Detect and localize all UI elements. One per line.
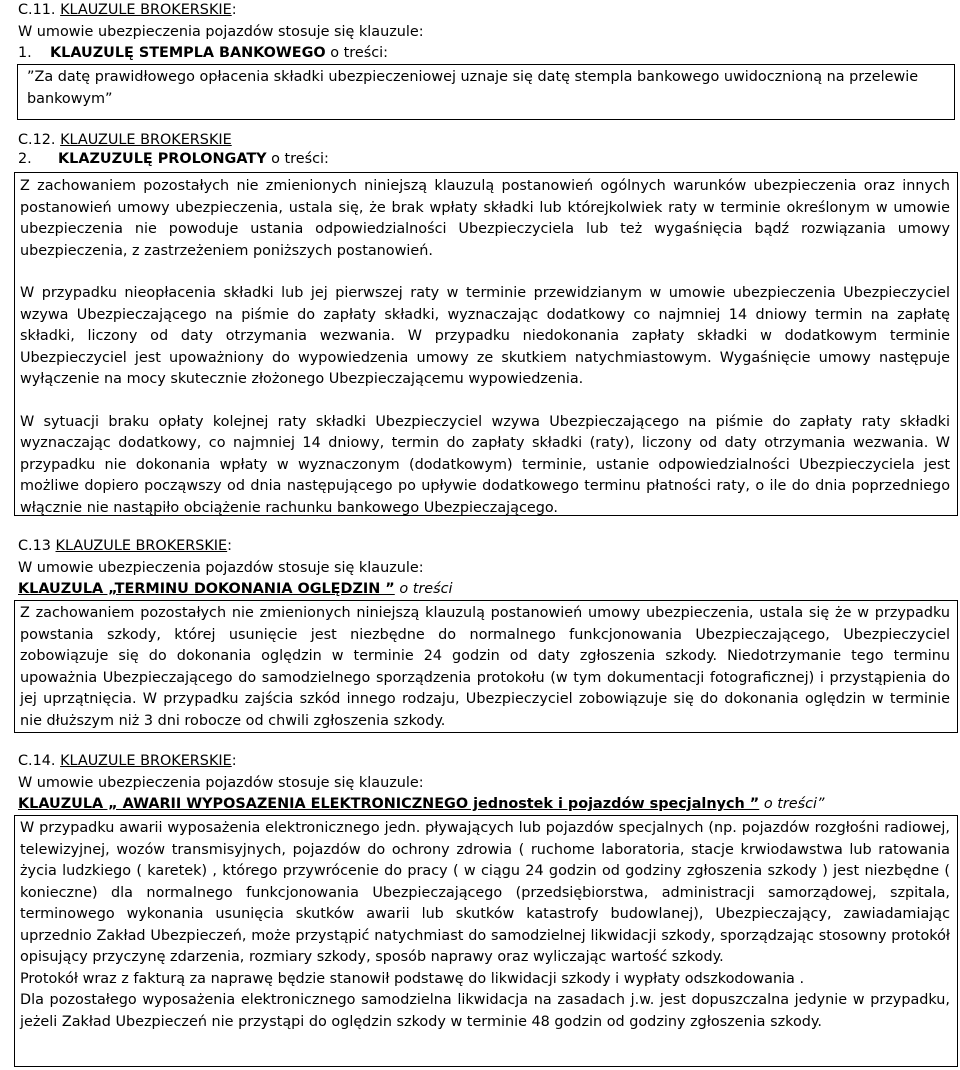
brokers-clauses-link[interactable]: KLAUZULE BROKERSKIE	[55, 538, 228, 554]
brokers-clauses-link[interactable]: KLAUZULE BROKERSKIE	[60, 2, 232, 18]
clause-suffix: o treści:	[271, 150, 329, 167]
clause-paragraph-3: Dla pozostałego wyposażenia elektronicznego samodzielna likwidacja na zasadach j.w. jest dopuszczalna jedynie w przypadku, jeżeli Zakład Ubezpieczeń nie przystąpi do oględzin szkody w terminie 48 godzin od godziny zgłoszenia szkody.	[20, 992, 950, 1030]
clause-paragraph-3: W sytuacji braku opłaty kolejnej raty składki Ubezpieczyciel wzywa Ubezpieczającego na piśmie do zapłaty raty składki wyznaczając dodatkowy, co najmniej 14 dniowy, termin do zapłaty składki (raty), liczony od daty otrzymania wezwania. W przypadku nie dokonania wpłaty w wyznaczonym (dodatkowym) terminie, ustanie odpowiedzialności Ubezpieczyciela jest możliwe dopiero począwszy od dnia następującego po upływie dodatkowego terminu płatności raty, o ile do dnia poprzedniego włącznie nie nastąpiło obciążenie rachunku bankowego Ubezpieczającego.	[20, 413, 950, 516]
clause-paragraph-1: W przypadku awarii wyposażenia elektronicznego jedn. pływających lub pojazdów specjalnych (np. pojazdów rozgłośni radiowej, telewizyjnej, wozów transmisyjnych, pojazdów do ochrony zdrowia ( ruchome laboratoria, stacje krwiodawstwa lub ratowania życia ludzkiego ( karetek) , którego przywrócenie do pracy ( w ciągu 24 godzin od godziny zgłoszenia szkody ) jest niezbędne ( konieczne) dla normalnego funkcjonowania Ubezpieczającego (przedsiębiorstwa, administracji samorządowej, szpitala, terminowego wykonania usunięcia skutków awarii lub skutków katastrofy budowlanej), Ubezpieczający, zawiadamiając uprzednio Zakład Ubezpieczeń, może przystąpić natychmiast do samodzielnej likwidacji szkody, sporządzając stosowny protokół opisujący przyczynę zdarzenia, rozmiary szkody, sposób naprawy oraz wyliczając wartość szkody.	[20, 820, 950, 965]
section-heading: C.14. KLAUZULE BROKERSKIE:	[18, 753, 237, 769]
section-intro: W umowie ubezpieczenia pojazdów stosuje się klauzule:	[18, 774, 424, 791]
section-c12	[18, 130, 958, 170]
section-heading: C.13 KLAUZULE BROKERSKIE:	[18, 538, 232, 554]
clause-title-line	[18, 149, 958, 171]
clause-suffix: o treści	[399, 581, 453, 597]
clause-title-line	[18, 794, 958, 816]
clause-box-c11	[17, 64, 955, 120]
clause-suffix: o treści:	[330, 45, 388, 61]
section-number: C.11.	[18, 2, 56, 18]
section-number: C.12.	[18, 132, 56, 148]
section-heading: C.11. KLAUZULE BROKERSKIE:	[18, 2, 237, 18]
clause-box-c13	[14, 600, 958, 733]
section-c13	[18, 536, 958, 601]
brokers-clauses-link[interactable]: KLAUZULE BROKERSKIE	[60, 753, 232, 769]
section-intro: W umowie ubezpieczenia pojazdów stosuje się klauzule:	[18, 559, 424, 576]
clause-suffix: o treści”	[763, 796, 825, 812]
clause-paragraph-1: Z zachowaniem pozostałych nie zmienionych niniejszą klauzulą postanowień ogólnych warunków ubezpieczenia oraz innych postanowień umowy ubezpieczenia, ustala się, że brak wpłaty składki lub którejkolwiek raty w terminie określonym w umowie ubezpieczenia nie powoduje ustania odpowiedzialności Ubezpieczyciela lub też wygaśnięcia bądź rozwiązania umowy ubezpieczenia, z zastrzeżeniem poniższych postanowień.	[20, 178, 950, 259]
clause-body: Z zachowaniem pozostałych nie zmienionych niniejszą klauzulą postanowień umowy ubezpieczenia, ustala się że w przypadku powstania szkody, której usunięcie jest niezbędne do normalnego funkcjonowania Ubezpieczającego, Ubezpieczyciel zobowiązuje się do dokonania oględzin w terminie 24 godzin od daty zgłoszenia szkody. Niedotrzymanie tego terminu upoważnia Ubezpieczającego do samodzielnego sporządzenia protokołu (w tym dokumentacji fotograficznej) i przystąpienia do jej uprzątnięcia. W przypadku zajścia szkód innego rodzaju, Ubezpieczyciel zobowiązuje się do dokonania oględzin w terminie nie dłuższym niż 3 dni robocze od chwili zgłoszenia szkody.	[20, 605, 950, 729]
clause-box-c14	[14, 815, 958, 1067]
section-c14	[18, 751, 958, 816]
clause-title: KLAUZULĘ STEMPLA BANKOWEGO	[50, 45, 326, 61]
brokers-clauses-link[interactable]: KLAUZULE BROKERSKIE	[60, 132, 232, 148]
item-number: 2.	[18, 150, 32, 167]
section-c11	[18, 0, 958, 65]
clause-title: KLAUZULA „TERMINU DOKONANIA OGLĘDZIN ”	[18, 581, 395, 597]
clause-title: KLAZUZULĘ PROLONGATY	[58, 150, 267, 167]
clause-paragraph-2: Protokół wraz z fakturą za naprawę będzie stanowił podstawę do likwidacji szkody i wypłaty odszkodowania .	[20, 970, 805, 987]
clause-paragraph-2: W przypadku nieopłacenia składki lub jej pierwszej raty w terminie przewidzianym w umowie ubezpieczenia Ubezpieczyciel wzywa Ubezpieczającego na piśmie do zapłaty składki, wyznaczając dodatkowy co najmniej 14 dniowy termin na zapłatę składki, liczony od daty otrzymania wezwania. W przypadku niedokonania zapłaty składki w dodatkowym terminie Ubezpieczyciel jest upoważniony do wypowiedzenia umowy ze skutkiem natychmiastowym. Wygaśnięcie umowy następuje wyłączenie na mocy skutecznie złożonego Ubezpieczającemu wypowiedzenia.	[20, 285, 950, 387]
clause-title-line	[18, 579, 958, 601]
section-number: C.13	[18, 538, 51, 554]
section-intro: W umowie ubezpieczenia pojazdów stosuje się klauzule:	[18, 23, 424, 40]
clause-title-line	[18, 43, 958, 65]
clause-box-c12	[14, 172, 958, 516]
clause-body: ”Za datę prawidłowego opłacenia składki ubezpieczeniowej uznaje się datę stempla bankowego uwidocznioną na przelewie bankowym”	[27, 69, 919, 107]
section-number: C.14.	[18, 753, 56, 769]
item-number: 1.	[18, 45, 32, 61]
clause-title: KLAUZULA „ AWARII WYPOSAZENIA ELEKTRONICZNEGO jednostek i pojazdów specjalnych ”	[18, 796, 760, 812]
